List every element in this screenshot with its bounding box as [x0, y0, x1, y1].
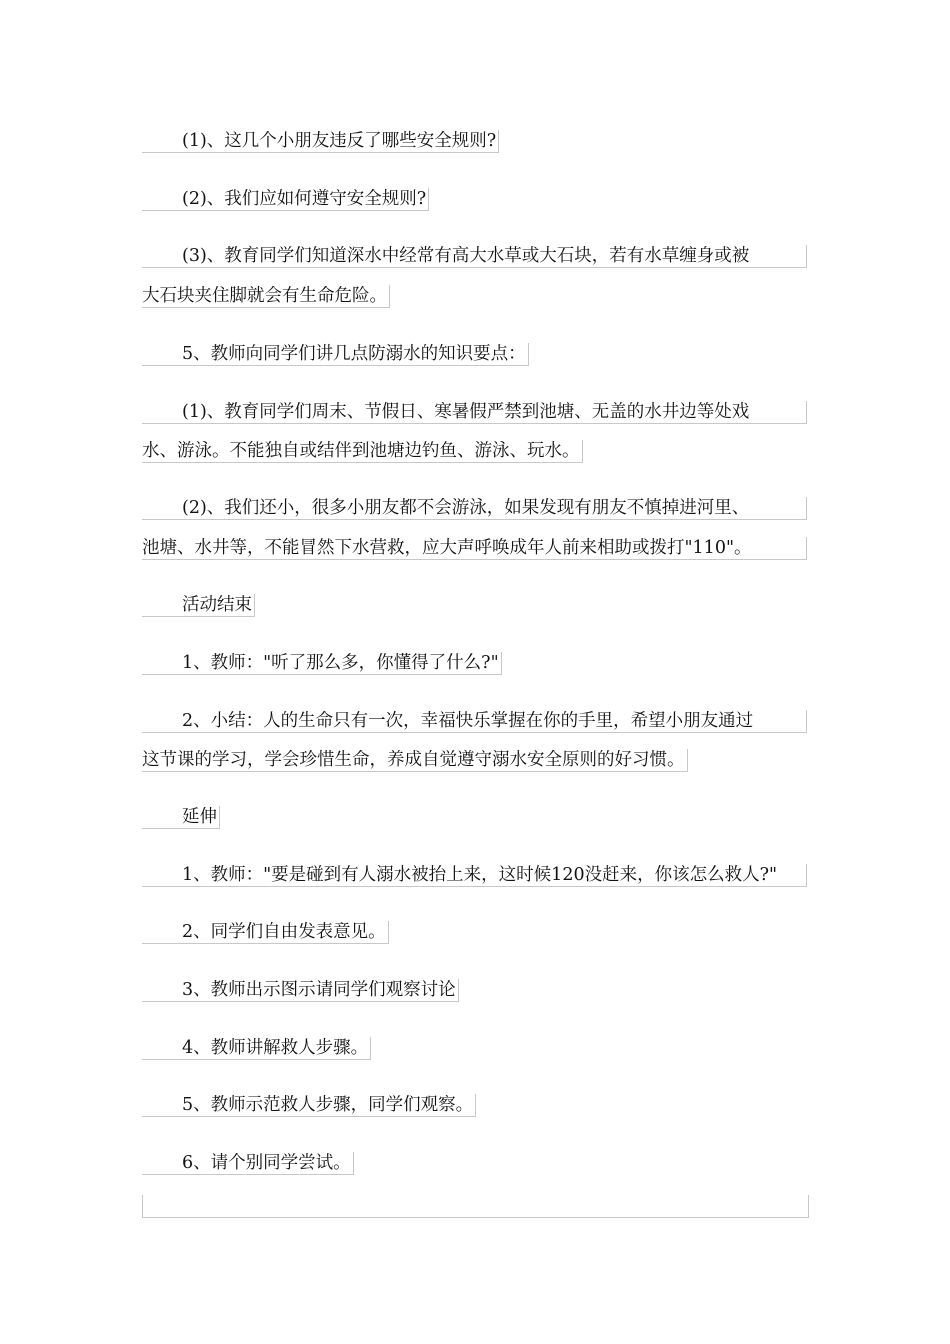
- extension-heading: 延伸: [142, 806, 220, 829]
- extension-item-1: 1、教师："要是碰到有人溺水被抬上来，这时候120没赶来，你该怎么救人?": [142, 864, 807, 887]
- knowledge-point-2-part-1: (2)、我们还小，很多小朋友都不会游泳，如果发现有朋友不慎掉进河里、: [142, 497, 807, 520]
- extension-item-5: 5、教师示范救人步骤，同学们观察。: [142, 1094, 476, 1117]
- extension-item-6: 6、请个别同学尝试。: [142, 1152, 354, 1175]
- knowledge-points-heading: 5、教师向同学们讲几点防溺水的知识要点：: [142, 343, 529, 366]
- question-line-1: (1)、这几个小朋友违反了哪些安全规则?: [142, 130, 499, 153]
- activity-end-item-2-part-1: 2、小结：人的生命只有一次，幸福快乐掌握在你的手里，希望小朋友通过: [142, 710, 807, 733]
- extension-item-2: 2、同学们自由发表意见。: [142, 921, 389, 944]
- knowledge-point-1-part-2: 水、游泳。不能独自或结伴到池塘边钓鱼、游泳、玩水。: [142, 440, 583, 463]
- activity-end-heading: 活动结束: [142, 594, 255, 617]
- question-line-2: (2)、我们应如何遵守安全规则?: [142, 188, 429, 211]
- knowledge-point-1-part-1: (1)、教育同学们周末、节假日、寒暑假严禁到池塘、无盖的水井边等处戏: [142, 401, 807, 424]
- question-line-3-part-2: 大石块夹住脚就会有生命危险。: [142, 285, 390, 308]
- empty-trailing-line: [142, 1195, 809, 1218]
- activity-end-item-2-part-2: 这节课的学习，学会珍惜生命，养成自觉遵守溺水安全原则的好习惯。: [142, 749, 688, 772]
- question-line-3-part-1: (3)、教育同学们知道深水中经常有高大水草或大石块，若有水草缠身或被: [142, 245, 807, 268]
- knowledge-point-2-part-2: 池塘、水井等，不能冒然下水营救，应大声呼唤成年人前来相助或拨打"110"。: [142, 537, 807, 560]
- extension-item-4: 4、教师讲解救人步骤。: [142, 1037, 371, 1060]
- activity-end-item-1: 1、教师："听了那么多，你懂得了什么?": [142, 652, 502, 675]
- extension-item-3: 3、教师出示图示请同学们观察讨论: [142, 979, 459, 1002]
